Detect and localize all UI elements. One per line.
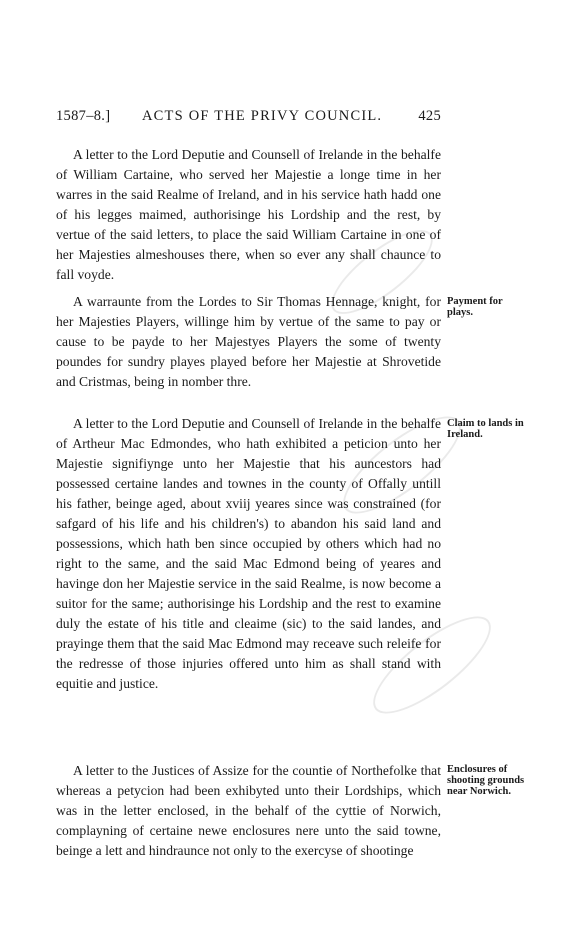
header-title: ACTS OF THE PRIVY COUNCIL. xyxy=(142,108,383,124)
paragraph-letter-northfolk: A letter to the Justices of Assize for the countie of Northefolke that whereas a petycion had been exhibyted unto their Lordships, which was in the letter enclosed, in the behalf of the cyttie of Norwich, complayning of certaine newe enclosures nere unto the said towne, beinge a lett and hindraunce not only to the exercyse of shootinge xyxy=(56,763,441,858)
header-year: 1587–8.] xyxy=(56,108,111,124)
margin-note-payment-plays: Payment for plays. xyxy=(447,296,503,318)
paragraph-letter-cartaine: A letter to the Lord Deputie and Counsell of Irelande in the behalfe of William Cartaine, who served her Majestie a longe time in her warres in the said Realme of Ireland, and in his service hath hadd one of his legges maimed, authorisinge his Lordship and the rest, by vertue of the said letters, to place the said William Cartaine in one of her Majesties almeshouses there, when so ever any shall chaunce to fall voyde. xyxy=(56,147,441,282)
paragraph-warrant-players: A warraunte from the Lordes to Sir Thomas Hennage, knight, for her Majesties Players, willinge him by vertue of the same to pay or cause to be payde to her Majestyes Players the some of twenty poundes for sundry playes played before her Majestie at Shrovetide and Cristmas, being in nomber thre. xyxy=(56,294,441,389)
paragraph-letter-mac-edmondes: A letter to the Lord Deputie and Counsell of Irelande in the behalfe of Artheur Mac Edmondes, who hath exhibited a peticion unto her Majestie signifiynge unto her Majestie that his auncestors had possessed certaine landes and townes in the county of Offally untill his father, beinge aged, about xviij yeares since was constrained (for safgard of his life and his children's) to abandon his said land and possessions, which hath ben since occupied by others which had no right to the same, and the said Mac Edmond being of yeares and havinge don her Majestie service in the said Realme, is now become a suitor for the same; authorisinge his Lordship and the rest to examine duly the estate of his title and cleaime (sic) to the said landes, and prayinge them that the said Mac Edmond may receave such releife for the redresse of those injuries offered unto him as shall stand with equitie and justice. xyxy=(56,416,441,691)
running-header xyxy=(56,108,441,128)
margin-note-claim-lands: Claim to lands in Ireland. xyxy=(447,418,524,440)
margin-note-enclosures: Enclosures of shooting grounds near Norwich. xyxy=(447,764,525,797)
page-number: 425 xyxy=(418,108,441,124)
